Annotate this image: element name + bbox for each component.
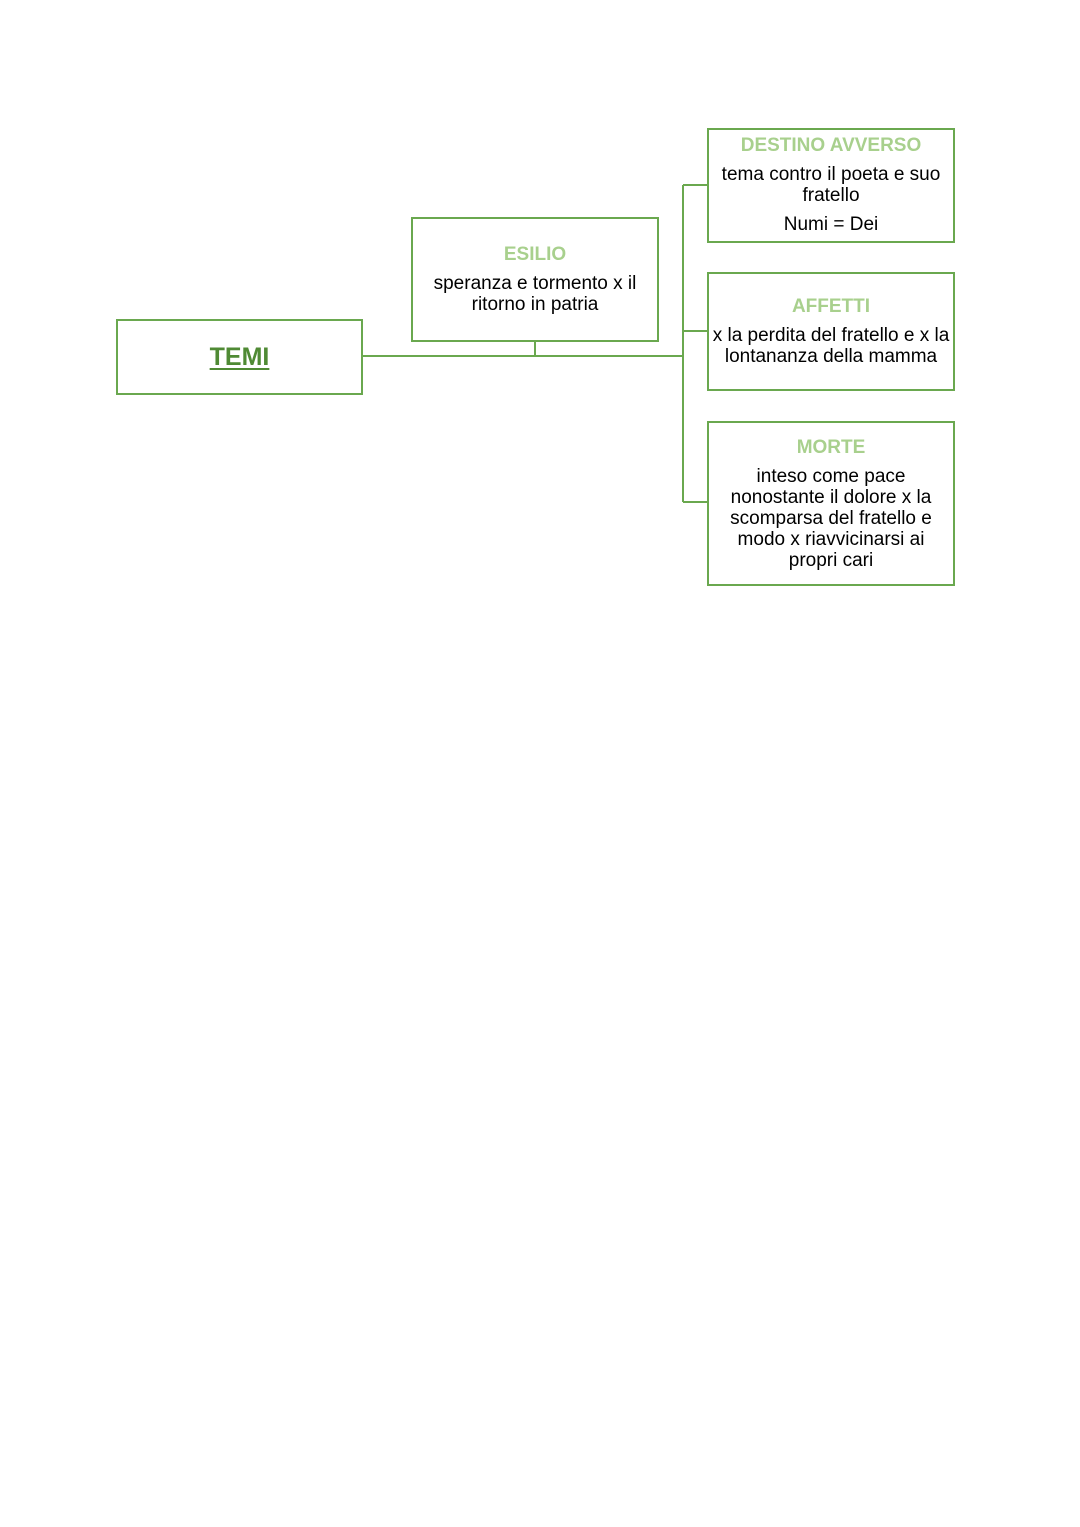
node-affetti-title: AFFETTI: [791, 296, 871, 317]
node-esilio: [411, 217, 659, 342]
node-destino-extra: Numi = Dei: [783, 214, 879, 235]
node-morte-title: MORTE: [796, 437, 866, 458]
node-destino-text: tema contro il poeta e suo fratello: [721, 164, 941, 206]
node-destino-title: DESTINO AVVERSO: [740, 135, 922, 156]
root-node-temi: [116, 319, 363, 395]
node-esilio-title: ESILIO: [503, 244, 567, 265]
node-morte: [707, 421, 955, 586]
node-morte-text: inteso come pace nonostante il dolore x la scomparsa del fratello e modo x riavvicinarsi ai propri cari: [730, 466, 932, 571]
root-label: TEMI: [209, 342, 270, 371]
node-destino-avverso: [707, 128, 955, 243]
node-esilio-text: speranza e tormento x il ritorno in patria: [433, 273, 637, 315]
node-affetti-text: x la perdita del fratello e x la lontananza della mamma: [712, 325, 950, 367]
node-affetti: [707, 272, 955, 391]
